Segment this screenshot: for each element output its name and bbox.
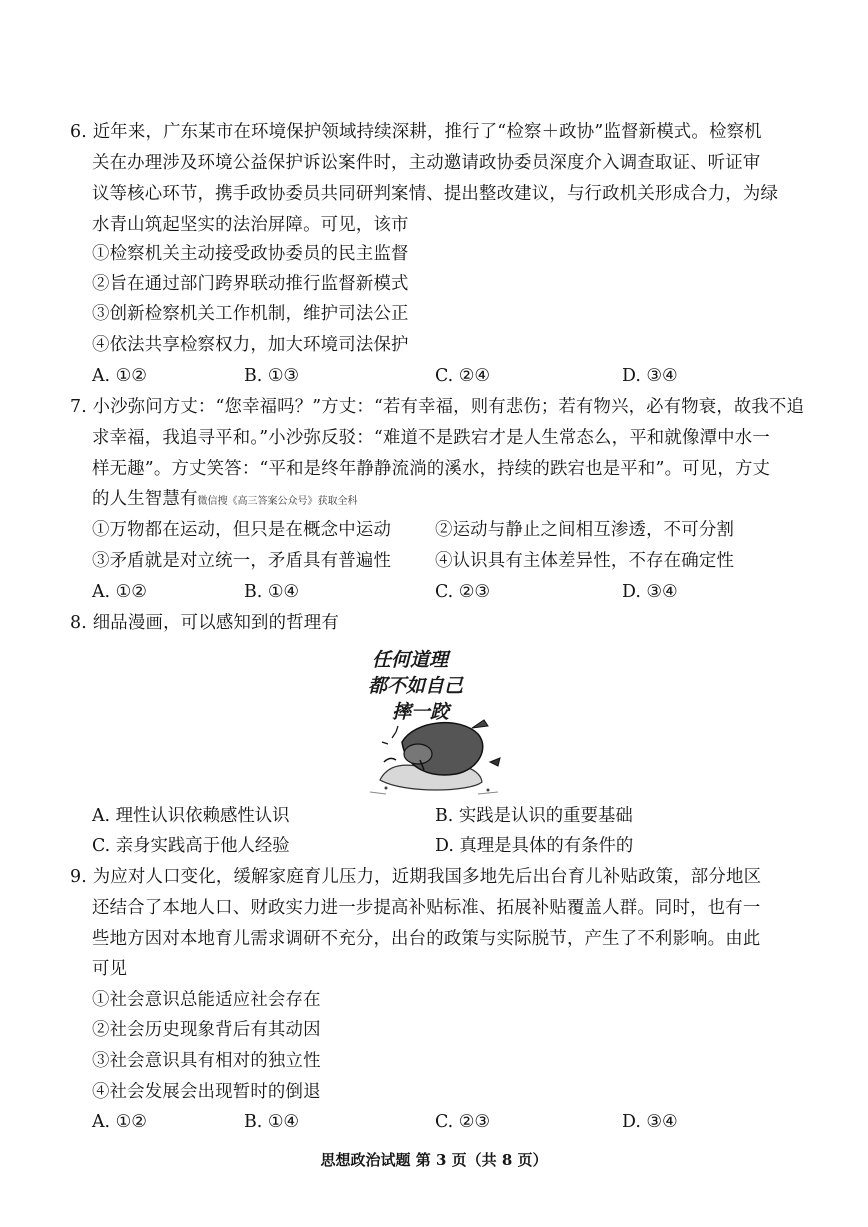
q7-option-b: B. ①④ [244,582,300,602]
q9-stem-line-2: 还结合了本地人口、财政实力进一步提高补贴标准、拓展补贴覆盖人群。同时，也有一 [92,898,761,918]
q7-option-c: C. ②③ [435,582,490,602]
comic-text-line-1: 任何道理 [372,649,449,671]
q6-option-a: A. ①② [92,366,147,386]
q6-stem-line-4: 水青山筑起坚实的法治屏障。可见，该市 [92,215,409,235]
q7-statement-4: ④认识具有主体差异性，不存在确定性 [435,551,735,571]
q9-stem-line-1: 9. 为应对人口变化，缓解家庭育儿压力，近期我国多地先后出台育儿补贴政策，部分地区 [70,867,762,887]
q9-statement-1: ①社会意识总能适应社会存在 [92,990,321,1010]
comic-text-line-3: 摔一跤 [392,701,450,723]
q9-statement-3: ③社会意识具有相对的独立性 [92,1051,321,1071]
q7-stem-line-2: 求幸福，我追寻平和。”小沙弥反驳：“难道不是跌宕才是人生常态么，平和就像潭中水一 [92,428,770,448]
q9-statement-2: ②社会历史现象背后有其动因 [92,1020,321,1040]
q6-stem-line-2: 关在办理涉及环境公益保护诉讼案件时，主动邀请政协委员深度介入调查取证、听证审 [92,153,761,173]
q9-stem-line-4: 可见 [92,959,128,979]
q6-statement-2: ②旨在通过部门跨界联动推行监督新模式 [92,274,409,294]
q7-stem-line-3: 样无趣”。方丈笑答：“平和是终年静静流淌的溪水，持续的跌宕也是平和”。可见，方丈 [92,459,771,479]
q7-statement-1: ①万物都在运动，但只是在概念中运动 [92,520,392,540]
q8-stem: 8. 细品漫画，可以感知到的哲理有 [70,613,339,633]
q6-statement-1: ①检察机关主动接受政协委员的民主监督 [92,244,409,264]
q7-stem-line-4 [92,484,358,517]
q9-statement-4: ④社会发展会出现暂时的倒退 [92,1082,321,1102]
q7-option-a: A. ①② [92,582,147,602]
q9-option-c: C. ②③ [435,1112,490,1132]
comic-illustration [360,642,510,802]
q9-option-a: A. ①② [92,1112,147,1132]
q8-option-a: A. 理性认识依赖感性认识 [92,806,290,826]
q8-option-c: C. 亲身实践高于他人经验 [92,836,290,856]
comic-drawing [360,642,510,802]
q7-stem-line-1: 7. 小沙弥问方丈：“您幸福吗？”方丈：“若有幸福，则有悲伤；若有物兴，必有物衰，故我不追 [70,397,805,417]
q6-statement-3: ③创新检察机关工作机制，维护司法公正 [92,304,409,324]
q7-statement-2: ②运动与静止之间相互渗透，不可分割 [435,520,735,540]
q8-option-d: D. 真理是具体的有条件的 [435,836,634,856]
q8-option-b: B. 实践是认识的重要基础 [435,806,633,826]
q9-option-b: B. ①④ [244,1112,300,1132]
q7-stem-last: 的人生智慧有 [92,489,198,509]
q6-option-c: C. ②④ [435,366,490,386]
q6-option-d: D. ③④ [622,366,678,386]
page-footer: 思想政治试题 第 3 页（共 8 页） [320,1151,548,1169]
q9-stem-line-3: 些地方因对本地育儿需求调研不充分，出台的政策与实际脱节，产生了不利影响。由此 [92,929,761,949]
q7-statement-3: ③矛盾就是对立统一，矛盾具有普遍性 [92,551,392,571]
q6-stem-line-1: 6. 近年来，广东某市在环境保护领域持续深耕，推行了“检察＋政协”监督新模式。检察机 [70,122,762,142]
watermark-note: 微信搜《高三答案公众号》获取全科 [197,496,358,507]
q6-statement-4: ④依法共享检察权力，加大环境司法保护 [92,335,409,355]
q6-stem-line-3: 议等核心环节，携手政协委员共同研判案情、提出整改建议，与行政机关形成合力，为绿 [92,184,779,204]
q6-option-b: B. ①③ [244,366,300,386]
q9-option-d: D. ③④ [622,1112,678,1132]
q7-option-d: D. ③④ [622,582,678,602]
comic-text-line-2: 都不如自己 [368,675,464,697]
